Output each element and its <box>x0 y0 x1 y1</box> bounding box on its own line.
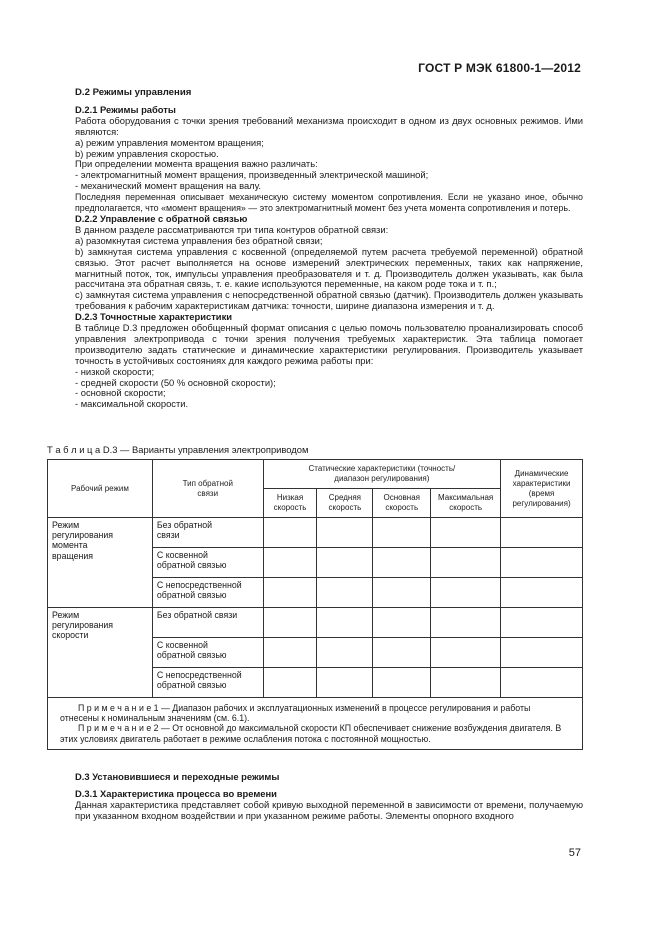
table-cell <box>263 518 317 548</box>
table-cell <box>263 638 317 668</box>
note-2 <box>60 723 570 743</box>
table-cell <box>263 608 317 638</box>
list-item: a) разомкнутая система управления без обратной связи; <box>75 234 323 246</box>
table-cell <box>501 578 583 608</box>
heading-d31: D.3.1 Характеристика процесса во времени <box>75 787 277 799</box>
table-caption-text: D.3 — Варианты управления электроприводом <box>100 444 309 455</box>
feedback-indirect: С косвенной обратной связью <box>152 548 263 578</box>
table-cell <box>501 518 583 548</box>
table-cell <box>373 668 431 698</box>
paragraph: Работа оборудования с точки зрения требований механизма происходит в одном из двух основных режимов. Ими являются: <box>75 114 583 137</box>
table-cell <box>263 548 317 578</box>
note-1 <box>60 703 570 723</box>
mode-torque: Режим регулирования момента вращения <box>48 518 153 608</box>
note-label: П р и м е ч а н и е <box>78 703 152 713</box>
paragraph: Последняя переменная описывает механическую систему моментом сопротивления. Если не указано иное, обычно предполагается, что «момент вращения» — это электромагнитный момент без учета момента сопротивления и потерь. <box>75 192 583 214</box>
list-item: - низкой скорости; <box>75 365 155 377</box>
note-text: 1 — Диапазон рабочих и эксплуатационных изменений в процессе регулирования и работы отнесены к номинальным значениям (см. 6.1). <box>60 703 531 724</box>
table-caption <box>47 444 308 455</box>
list-item: - максимальной скорости. <box>75 398 189 410</box>
feedback-direct: С непосредственной обратной связью <box>152 578 263 608</box>
table-notes <box>48 698 583 750</box>
table-cell <box>317 578 373 608</box>
header-dynamic: Динамические характеристики (время регулирования) <box>501 460 583 518</box>
heading-d3: D.3 Установившиеся и переходные режимы <box>75 771 280 782</box>
header-base-speed: Основная скорость <box>373 489 431 518</box>
header-static: Статические характеристики (точность/диапазон регулирования) <box>263 460 501 489</box>
header-feedback: Тип обратной связи <box>152 460 263 518</box>
list-item: a) режим управления моментом вращения; <box>75 136 264 148</box>
heading-d2: D.2 Режимы управления <box>75 87 192 98</box>
table-cell <box>373 518 431 548</box>
table-cell <box>431 608 501 638</box>
table-cell <box>431 668 501 698</box>
table-cell <box>317 608 373 638</box>
mode-speed: Режим регулирования скорости <box>48 608 153 698</box>
table-cell <box>317 518 373 548</box>
table-cell <box>373 608 431 638</box>
note-text: 2 — От основной до максимальной скорости КП обеспечивает снижение возбуждения двигателя. В этих условиях двигатель работает в режиме ослабления потока с постоянной мощностью. <box>60 723 562 744</box>
feedback-direct: С непосредственной обратной связью <box>152 668 263 698</box>
table-cell <box>317 548 373 578</box>
header-mode: Рабочий режим <box>48 460 153 518</box>
heading-d22: D.2.2 Управление с обратной связью <box>75 212 248 224</box>
note-label: П р и м е ч а н и е <box>78 723 152 734</box>
paragraph: Данная характеристика представляет собой кривую выходной переменной в зависимости от времени, получаемую при указанном входном воздействии и при указанном режиме работы. Элементы опорного входного <box>75 798 583 821</box>
table-cell <box>501 638 583 668</box>
list-item: b) режим управления скоростью. <box>75 147 219 159</box>
paragraph: В таблице D.3 предложен обобщенный формат описания с целью помочь пользователю проанализировать способ управления электропривода с точки зрения получения требуемых характеристик. Эта таблица помогает производителю задать статические и динамические характеристики регулирования. Производитель указывает точность в устойчивых состояниях для каждого режима работы при: <box>75 322 583 366</box>
table-cell <box>501 608 583 638</box>
list-item: - средней скорости (50 % основной скорости); <box>75 376 276 388</box>
section-d2 <box>75 88 583 410</box>
paragraph: В данном разделе рассматриваются три типа контуров обратной связи: <box>75 223 389 235</box>
feedback-none: Без обратной связи <box>152 608 263 638</box>
table-caption-label: Т а б л и ц а <box>47 444 101 455</box>
table-cell <box>263 668 317 698</box>
list-item: - механический момент вращения на валу. <box>75 180 261 192</box>
table-cell <box>431 548 501 578</box>
section-d3 <box>75 772 583 822</box>
document-code: ГОСТ Р МЭК 61800-1—2012 <box>418 61 581 75</box>
table-cell <box>431 518 501 548</box>
feedback-indirect: С косвенной обратной связью <box>152 638 263 668</box>
table-cell <box>317 668 373 698</box>
header-mid-speed: Средняя скорость <box>317 489 373 518</box>
table-cell <box>263 578 317 608</box>
table-cell <box>373 638 431 668</box>
heading-d21: D.2.1 Режимы работы <box>75 103 176 115</box>
heading-d23: D.2.3 Точностные характеристики <box>75 311 233 323</box>
paragraph: При определении момента вращения важно различать: <box>75 158 318 170</box>
header-max-speed: Максимальная скорость <box>431 489 501 518</box>
list-item: - основной скорости; <box>75 387 166 399</box>
table-cell <box>431 578 501 608</box>
list-item: c) замкнутая система управления с непосредственной обратной связью (датчик). Производитель должен указывать требования к рабочим характеристикам датчика: точности, ширине диапазона измерения и т. д. <box>75 289 583 312</box>
table-cell <box>501 668 583 698</box>
table-cell <box>501 548 583 578</box>
header-low-speed: Низкая скорость <box>263 489 317 518</box>
table-cell <box>317 638 373 668</box>
table-cell <box>373 548 431 578</box>
list-item: b) замкнутая система управления с косвенной (определяемой путем расчета требуемой переменной) обратной связью. Этот расчет выполняется на основе измерений электрических переменных, таких как напряжение, магнитный поток, ток, импульсы управления преобразователя и т. д. Производитель должен указывать, как была рассчитана эта обратная связь, т. е. какие используются переменные, на каком роде тока и т. п.; <box>75 245 583 290</box>
list-item: - электромагнитный момент вращения, произведенный электрической машиной; <box>75 169 429 181</box>
page-number: 57 <box>568 847 581 859</box>
feedback-none: Без обратной связи <box>152 518 263 548</box>
table-cell <box>373 578 431 608</box>
control-variants-table <box>47 459 583 750</box>
table-cell <box>431 638 501 668</box>
